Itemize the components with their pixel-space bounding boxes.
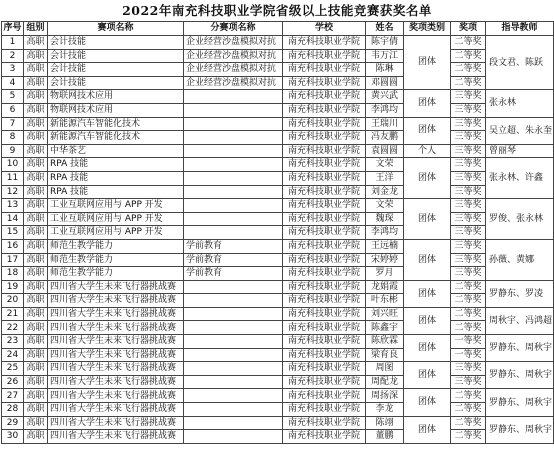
cell-award: 二等奖 — [451, 76, 486, 90]
cell-school: 南充科技职业学院 — [283, 335, 366, 349]
table-row — [2, 63, 554, 77]
cell-group: 高职 — [24, 171, 48, 185]
cell-sub-event: 学前教育 — [184, 267, 283, 281]
cell-award-category: 团体 — [404, 335, 451, 362]
cell-sub-event — [184, 294, 283, 308]
cell-event: 四川省大学生未来飞行器挑战赛 — [48, 362, 184, 376]
cell-event: 四川省大学生未来飞行器挑战赛 — [48, 307, 184, 321]
cell-teacher: 罗静东、周秋宇 — [486, 362, 554, 389]
cell-group: 高职 — [24, 348, 48, 362]
table-row — [2, 49, 554, 63]
cell-award-category: 团体 — [404, 158, 451, 199]
cell-sub-event — [184, 185, 283, 199]
cell-award-category: 团体 — [404, 362, 451, 389]
cell-group: 高职 — [24, 321, 48, 335]
cell-index: 26 — [2, 375, 24, 389]
cell-school: 南充科技职业学院 — [283, 117, 366, 131]
cell-award-category: 个人 — [404, 144, 451, 158]
cell-school: 南充科技职业学院 — [283, 253, 366, 267]
table-row — [2, 90, 554, 104]
cell-name: 董鹏 — [366, 430, 404, 444]
cell-school: 南充科技职业学院 — [283, 36, 366, 50]
cell-teacher: 张永林 — [486, 90, 554, 117]
cell-event: 物联网技术应用 — [48, 103, 184, 117]
cell-index: 8 — [2, 131, 24, 145]
table-row — [2, 117, 554, 131]
table-row — [2, 212, 554, 226]
cell-award: 三等奖 — [451, 212, 486, 226]
cell-name: 王远楠 — [366, 239, 404, 253]
cell-sub-event — [184, 103, 283, 117]
cell-event: RPA 技能 — [48, 158, 184, 172]
cell-index: 11 — [2, 171, 24, 185]
cell-group: 高职 — [24, 403, 48, 417]
cell-group: 高职 — [24, 90, 48, 104]
cell-group: 高职 — [24, 36, 48, 50]
cell-award: 二等奖 — [451, 416, 486, 430]
cell-award: 一等奖 — [451, 348, 486, 362]
cell-name: 陈欣霖 — [366, 335, 404, 349]
cell-sub-event — [184, 430, 283, 444]
cell-award: 三等奖 — [451, 171, 486, 185]
cell-sub-event — [184, 117, 283, 131]
cell-event: RPA 技能 — [48, 185, 184, 199]
cell-name: 韦万江 — [366, 49, 404, 63]
cell-index: 25 — [2, 362, 24, 376]
table-body — [2, 36, 554, 444]
cell-name: 李鸿均 — [366, 226, 404, 240]
table-row — [2, 375, 554, 389]
cell-index: 19 — [2, 280, 24, 294]
cell-name: 罗月 — [366, 267, 404, 281]
cell-award: 一等奖 — [451, 335, 486, 349]
cell-event: 四川省大学生未来飞行器挑战赛 — [48, 416, 184, 430]
cell-sub-event — [184, 321, 283, 335]
cell-group: 高职 — [24, 280, 48, 294]
table-row — [2, 348, 554, 362]
cell-teacher: 段文君、陈跃 — [486, 36, 554, 90]
cell-group: 高职 — [24, 430, 48, 444]
cell-event: 工业互联网应用与 APP 开发 — [48, 199, 184, 213]
cell-name: 周扬深 — [366, 389, 404, 403]
cell-index: 10 — [2, 158, 24, 172]
cell-award: 三等奖 — [451, 375, 486, 389]
cell-event: 四川省大学生未来飞行器挑战赛 — [48, 321, 184, 335]
cell-sub-event — [184, 389, 283, 403]
cell-name: 李龙 — [366, 403, 404, 417]
cell-school: 南充科技职业学院 — [283, 362, 366, 376]
cell-index: 5 — [2, 90, 24, 104]
cell-school: 南充科技职业学院 — [283, 185, 366, 199]
cell-event: 会计技能 — [48, 49, 184, 63]
cell-school: 南充科技职业学院 — [283, 49, 366, 63]
cell-event: 四川省大学生未来飞行器挑战赛 — [48, 348, 184, 362]
cell-school: 南充科技职业学院 — [283, 307, 366, 321]
cell-group: 高职 — [24, 375, 48, 389]
cell-index: 17 — [2, 253, 24, 267]
cell-school: 南充科技职业学院 — [283, 375, 366, 389]
cell-group: 高职 — [24, 267, 48, 281]
table-row — [2, 294, 554, 308]
cell-sub-event — [184, 158, 283, 172]
table-row — [2, 430, 554, 444]
cell-group: 高职 — [24, 362, 48, 376]
cell-group: 高职 — [24, 294, 48, 308]
cell-event: 四川省大学生未来飞行器挑战赛 — [48, 430, 184, 444]
cell-sub-event — [184, 144, 283, 158]
cell-index: 16 — [2, 239, 24, 253]
cell-index: 13 — [2, 199, 24, 213]
cell-name: 冯友鹏 — [366, 131, 404, 145]
cell-teacher: 罗静东、周秋宇 — [486, 389, 554, 416]
cell-school: 南充科技职业学院 — [283, 131, 366, 145]
cell-award: 三等奖 — [451, 185, 486, 199]
cell-name: 邓圆圆 — [366, 76, 404, 90]
cell-school: 南充科技职业学院 — [283, 403, 366, 417]
table-row — [2, 185, 554, 199]
cell-school: 南充科技职业学院 — [283, 416, 366, 430]
cell-school: 南充科技职业学院 — [283, 280, 366, 294]
cell-sub-event — [184, 171, 283, 185]
cell-award-category: 团体 — [404, 117, 451, 144]
cell-name: 梁育良 — [366, 348, 404, 362]
cell-award: 二等奖 — [451, 280, 486, 294]
cell-event: 物联网技术应用 — [48, 90, 184, 104]
cell-group: 高职 — [24, 307, 48, 321]
cell-name: 周配龙 — [366, 375, 404, 389]
cell-index: 9 — [2, 144, 24, 158]
cell-group: 高职 — [24, 416, 48, 430]
cell-award-category: 团体 — [404, 389, 451, 416]
cell-sub-event — [184, 131, 283, 145]
table-row — [2, 416, 554, 430]
cell-sub-event: 企业经营沙盘模拟对抗 — [184, 76, 283, 90]
cell-event: 四川省大学生未来飞行器挑战赛 — [48, 335, 184, 349]
cell-event: 四川省大学生未来飞行器挑战赛 — [48, 280, 184, 294]
cell-school: 南充科技职业学院 — [283, 171, 366, 185]
cell-name: 周图 — [366, 362, 404, 376]
cell-name: 黄兴武 — [366, 90, 404, 104]
awards-table — [1, 21, 554, 444]
header-award-category: 奖项类别 — [404, 22, 451, 36]
table-row — [2, 144, 554, 158]
cell-award: 三等奖 — [451, 131, 486, 145]
cell-group: 高职 — [24, 199, 48, 213]
cell-award-category: 团体 — [404, 307, 451, 334]
cell-teacher: 罗静东、周秋宇 — [486, 416, 554, 443]
cell-teacher: 周秋宇、冯鸿超 — [486, 307, 554, 334]
cell-index: 27 — [2, 389, 24, 403]
header-name: 姓名 — [366, 22, 404, 36]
table-row — [2, 267, 554, 281]
cell-name: 刘兴旺 — [366, 307, 404, 321]
cell-award-category: 团体 — [404, 199, 451, 240]
cell-award: 二等奖 — [451, 49, 486, 63]
cell-teacher: 曾丽琴 — [486, 144, 554, 158]
cell-event: 师范生教学能力 — [48, 253, 184, 267]
table-row — [2, 103, 554, 117]
cell-sub-event: 学前教育 — [184, 253, 283, 267]
cell-group: 高职 — [24, 63, 48, 77]
cell-school: 南充科技职业学院 — [283, 158, 366, 172]
cell-index: 6 — [2, 103, 24, 117]
cell-group: 高职 — [24, 131, 48, 145]
cell-award: 三等奖 — [451, 267, 486, 281]
cell-group: 高职 — [24, 158, 48, 172]
cell-event: 四川省大学生未来飞行器挑战赛 — [48, 375, 184, 389]
cell-award: 二等奖 — [451, 430, 486, 444]
cell-index: 20 — [2, 294, 24, 308]
table-row — [2, 403, 554, 417]
cell-group: 高职 — [24, 76, 48, 90]
table-row — [2, 36, 554, 50]
cell-group: 高职 — [24, 49, 48, 63]
cell-school: 南充科技职业学院 — [283, 239, 366, 253]
cell-name: 龙娟霞 — [366, 280, 404, 294]
table-row — [2, 321, 554, 335]
cell-award: 二等奖 — [451, 321, 486, 335]
cell-sub-event: 企业经营沙盘模拟对抗 — [184, 63, 283, 77]
cell-school: 南充科技职业学院 — [283, 76, 366, 90]
cell-sub-event — [184, 280, 283, 294]
table-row — [2, 307, 554, 321]
cell-index: 15 — [2, 226, 24, 240]
cell-group: 高职 — [24, 239, 48, 253]
cell-index: 30 — [2, 430, 24, 444]
cell-index: 28 — [2, 403, 24, 417]
cell-sub-event — [184, 362, 283, 376]
cell-teacher: 张永林、许鑫 — [486, 158, 554, 199]
cell-award-category: 团体 — [404, 36, 451, 90]
cell-event: 会计技能 — [48, 76, 184, 90]
cell-index: 22 — [2, 321, 24, 335]
cell-name: 陈翊 — [366, 416, 404, 430]
cell-name: 陈琳 — [366, 63, 404, 77]
cell-event: RPA 技能 — [48, 171, 184, 185]
cell-group: 高职 — [24, 185, 48, 199]
cell-name: 陈鑫宇 — [366, 321, 404, 335]
cell-group: 高职 — [24, 117, 48, 131]
cell-sub-event — [184, 212, 283, 226]
cell-index: 2 — [2, 49, 24, 63]
cell-award: 二等奖 — [451, 389, 486, 403]
cell-name: 刘金龙 — [366, 185, 404, 199]
cell-sub-event: 学前教育 — [184, 239, 283, 253]
cell-event: 四川省大学生未来飞行器挑战赛 — [48, 294, 184, 308]
cell-event: 会计技能 — [48, 63, 184, 77]
table-row — [2, 280, 554, 294]
cell-group: 高职 — [24, 212, 48, 226]
cell-award-category: 团体 — [404, 90, 451, 117]
cell-group: 高职 — [24, 103, 48, 117]
header-index: 序号 — [2, 22, 24, 36]
header-group: 组别 — [24, 22, 48, 36]
cell-sub-event — [184, 226, 283, 240]
table-row — [2, 389, 554, 403]
cell-sub-event — [184, 199, 283, 213]
cell-index: 1 — [2, 36, 24, 50]
table-row — [2, 226, 554, 240]
cell-school: 南充科技职业学院 — [283, 90, 366, 104]
cell-sub-event — [184, 307, 283, 321]
cell-sub-event — [184, 348, 283, 362]
cell-award: 三等奖 — [451, 158, 486, 172]
cell-event: 工业互联网应用与 APP 开发 — [48, 226, 184, 240]
cell-index: 18 — [2, 267, 24, 281]
cell-name: 王瑞川 — [366, 117, 404, 131]
cell-group: 高职 — [24, 253, 48, 267]
cell-name: 宋婷婷 — [366, 253, 404, 267]
cell-school: 南充科技职业学院 — [283, 212, 366, 226]
cell-award-category: 团体 — [404, 280, 451, 307]
cell-event: 工业互联网应用与 APP 开发 — [48, 212, 184, 226]
table-row — [2, 131, 554, 145]
cell-sub-event: 企业经营沙盘模拟对抗 — [184, 36, 283, 50]
cell-school: 南充科技职业学院 — [283, 348, 366, 362]
table-row — [2, 199, 554, 213]
cell-index: 12 — [2, 185, 24, 199]
cell-award: 三等奖 — [451, 90, 486, 104]
cell-name: 文荣 — [366, 199, 404, 213]
cell-sub-event — [184, 403, 283, 417]
header-teacher: 指导教师 — [486, 22, 554, 36]
cell-sub-event — [184, 335, 283, 349]
cell-award: 二等奖 — [451, 307, 486, 321]
cell-sub-event — [184, 416, 283, 430]
cell-award: 三等奖 — [451, 239, 486, 253]
cell-index: 14 — [2, 212, 24, 226]
cell-sub-event: 企业经营沙盘模拟对抗 — [184, 49, 283, 63]
cell-award: 三等奖 — [451, 117, 486, 131]
cell-school: 南充科技职业学院 — [283, 430, 366, 444]
cell-group: 高职 — [24, 226, 48, 240]
table-row — [2, 253, 554, 267]
cell-award: 二等奖 — [451, 294, 486, 308]
cell-name: 叶东彬 — [366, 294, 404, 308]
cell-index: 3 — [2, 63, 24, 77]
table-row — [2, 171, 554, 185]
cell-award: 三等奖 — [451, 144, 486, 158]
cell-event: 四川省大学生未来飞行器挑战赛 — [48, 403, 184, 417]
header-award: 奖项 — [451, 22, 486, 36]
cell-group: 高职 — [24, 335, 48, 349]
cell-index: 23 — [2, 335, 24, 349]
cell-event: 中华茶艺 — [48, 144, 184, 158]
cell-teacher: 罗俊、张永林 — [486, 199, 554, 240]
cell-event: 新能源汽车智能化技术 — [48, 117, 184, 131]
cell-school: 南充科技职业学院 — [283, 226, 366, 240]
cell-name: 王洋 — [366, 171, 404, 185]
cell-index: 24 — [2, 348, 24, 362]
cell-sub-event — [184, 375, 283, 389]
cell-event: 会计技能 — [48, 36, 184, 50]
table-row — [2, 239, 554, 253]
cell-teacher: 罗静东、周秋宇 — [486, 335, 554, 362]
cell-award: 三等奖 — [451, 199, 486, 213]
cell-name: 李鸿均 — [366, 103, 404, 117]
cell-school: 南充科技职业学院 — [283, 103, 366, 117]
cell-award: 二等奖 — [451, 63, 486, 77]
cell-award: 二等奖 — [451, 403, 486, 417]
cell-name: 魏琛 — [366, 212, 404, 226]
cell-school: 南充科技职业学院 — [283, 294, 366, 308]
cell-school: 南充科技职业学院 — [283, 267, 366, 281]
cell-index: 21 — [2, 307, 24, 321]
header-event: 赛项名称 — [48, 22, 184, 36]
cell-name: 袁圆圆 — [366, 144, 404, 158]
cell-sub-event — [184, 90, 283, 104]
cell-event: 新能源汽车智能化技术 — [48, 131, 184, 145]
cell-award: 三等奖 — [451, 253, 486, 267]
cell-event: 四川省大学生未来飞行器挑战赛 — [48, 389, 184, 403]
header-school: 学校 — [283, 22, 366, 36]
page-title: 2022年南充科技职业学院省级以上技能竞赛获奖名单 — [122, 3, 432, 18]
cell-name: 文荣 — [366, 158, 404, 172]
header-row — [2, 22, 554, 36]
cell-group: 高职 — [24, 389, 48, 403]
cell-name: 陈宇倩 — [366, 36, 404, 50]
cell-award: 二等奖 — [451, 36, 486, 50]
cell-index: 4 — [2, 76, 24, 90]
cell-teacher: 孙薇、黄娜 — [486, 239, 554, 280]
cell-group: 高职 — [24, 144, 48, 158]
cell-event: 师范生教学能力 — [48, 267, 184, 281]
cell-school: 南充科技职业学院 — [283, 321, 366, 335]
cell-event: 师范生教学能力 — [48, 239, 184, 253]
cell-award-category: 团体 — [404, 416, 451, 443]
cell-teacher: 吴立超、朱永奎 — [486, 117, 554, 144]
header-sub-event: 分赛项名称 — [184, 22, 283, 36]
table-row — [2, 362, 554, 376]
cell-award-category: 团体 — [404, 239, 451, 280]
cell-award: 三等奖 — [451, 362, 486, 376]
cell-school: 南充科技职业学院 — [283, 63, 366, 77]
table-row — [2, 158, 554, 172]
cell-teacher: 罗静东、罗凌 — [486, 280, 554, 307]
cell-school: 南充科技职业学院 — [283, 389, 366, 403]
table-row — [2, 76, 554, 90]
cell-school: 南充科技职业学院 — [283, 199, 366, 213]
cell-index: 29 — [2, 416, 24, 430]
cell-award: 三等奖 — [451, 103, 486, 117]
cell-award: 三等奖 — [451, 226, 486, 240]
cell-index: 7 — [2, 117, 24, 131]
table-row — [2, 335, 554, 349]
cell-school: 南充科技职业学院 — [283, 144, 366, 158]
